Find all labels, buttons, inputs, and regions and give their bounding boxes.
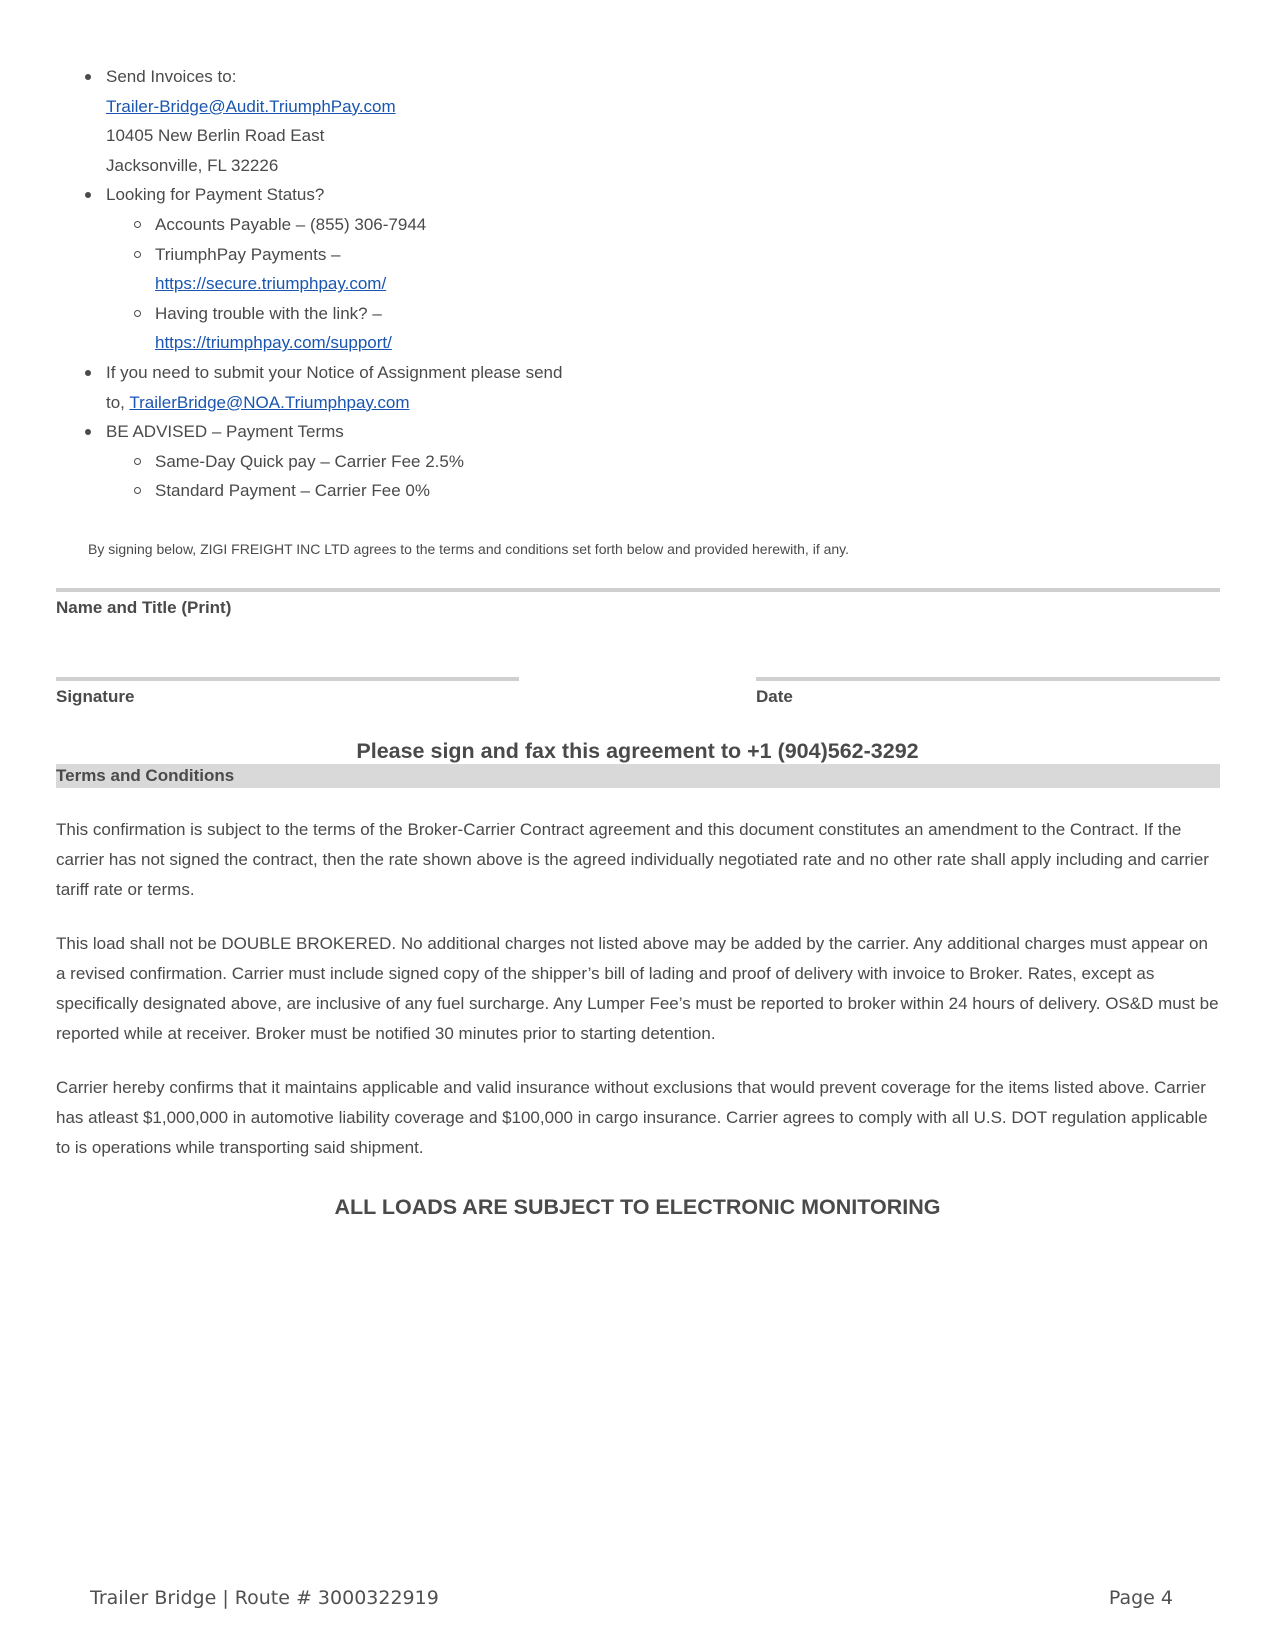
triumphpay-link[interactable]: https://secure.triumphpay.com/ [155, 274, 387, 294]
payment-terms-label: BE ADVISED – Payment Terms [106, 422, 344, 442]
sublist-item-standard-payment [106, 476, 630, 506]
list-item-payment-terms [70, 417, 630, 506]
signature-line[interactable] [56, 677, 519, 681]
payment-status-sublist [106, 210, 630, 358]
agreement-statement: By signing below, ZIGI FREIGHT INC LTD agrees to the terms and conditions set forth below and provided herewith, if any. [88, 541, 850, 557]
date-line[interactable] [756, 677, 1220, 681]
terms-title: Terms and Conditions [56, 766, 235, 785]
payment-info-list [70, 62, 630, 506]
fax-notice: Please sign and fax this agreement to +1 (904)562-3292 [356, 739, 919, 763]
sublist-item-accounts-payable [106, 210, 630, 240]
footer-page-number: Page 4 [1108, 1587, 1173, 1609]
noa-email-link[interactable]: TrailerBridge@NOA.Triumphpay.com [129, 392, 410, 412]
send-invoices-label: Send Invoices to: [106, 67, 237, 86]
noa-prefix: to, [106, 392, 125, 412]
date-label: Date [756, 687, 793, 706]
monitoring-notice: ALL LOADS ARE SUBJECT TO ELECTRONIC MONITORING [334, 1195, 941, 1219]
noa-text: If you need to submit your Notice of Assignment please send [106, 362, 563, 382]
accounts-payable-text: Accounts Payable – (855) 306-7944 [155, 214, 427, 234]
list-item-noa [70, 358, 630, 417]
triumphpay-label: TriumphPay Payments – [155, 244, 341, 264]
list-item-payment-status [70, 180, 630, 358]
sublist-item-triumphpay [106, 240, 630, 299]
payment-terms-sublist [106, 447, 630, 506]
terms-paragraph-1: This confirmation is subject to the terms of the Broker-Carrier Contract agreement and this document constitutes an amendment to the Contract. If the carrier has not signed the contract, then the rate shown above is the agreed individually negotiated rate and no other rate shall apply including and carrier tariff rate or terms. [56, 820, 1209, 899]
support-link[interactable]: https://triumphpay.com/support/ [155, 333, 392, 353]
sublist-item-trouble [106, 299, 630, 358]
list-item-send-invoices [70, 62, 630, 180]
invoice-email-link[interactable]: Trailer-Bridge@Audit.TriumphPay.com [106, 96, 396, 116]
standard-payment-text: Standard Payment – Carrier Fee 0% [155, 481, 430, 501]
terms-paragraph-3: Carrier hereby confirms that it maintains applicable and valid insurance without exclusions that would prevent coverage for the items listed above. Carrier has atleast $1,000,000 in automotive liability coverage and $100,000 in cargo insurance. Carrier agrees to comply with all U.S. DOT regulation applicable to is operations while transporting said shipment. [56, 1078, 1208, 1157]
address-line-2: Jacksonville, FL 32226 [106, 155, 279, 175]
name-title-label: Name and Title (Print) [56, 598, 232, 617]
name-title-line[interactable] [56, 588, 1220, 592]
signature-label: Signature [56, 687, 135, 706]
payment-status-label: Looking for Payment Status? [106, 185, 325, 205]
sublist-item-quick-pay [106, 447, 630, 477]
footer-route: Trailer Bridge | Route # 3000322919 [90, 1587, 439, 1609]
quick-pay-text: Same-Day Quick pay – Carrier Fee 2.5% [155, 451, 464, 471]
address-line-1: 10405 New Berlin Road East [106, 126, 325, 146]
trouble-label: Having trouble with the link? – [155, 303, 382, 323]
terms-paragraph-2: This load shall not be DOUBLE BROKERED. No additional charges not listed above may be added by the carrier. Any additional charges must appear on a revised confirmation. Carrier must include signed copy of the shipper’s bill of lading and proof of delivery with invoice to Broker. Rates, except as specifically designated above, are inclusive of any fuel surcharge. Any Lumper Fee’s must be reported to broker within 24 hours of delivery. OS&D must be reported while at receiver. Broker must be notified 30 minutes prior to starting detention. [56, 934, 1219, 1043]
